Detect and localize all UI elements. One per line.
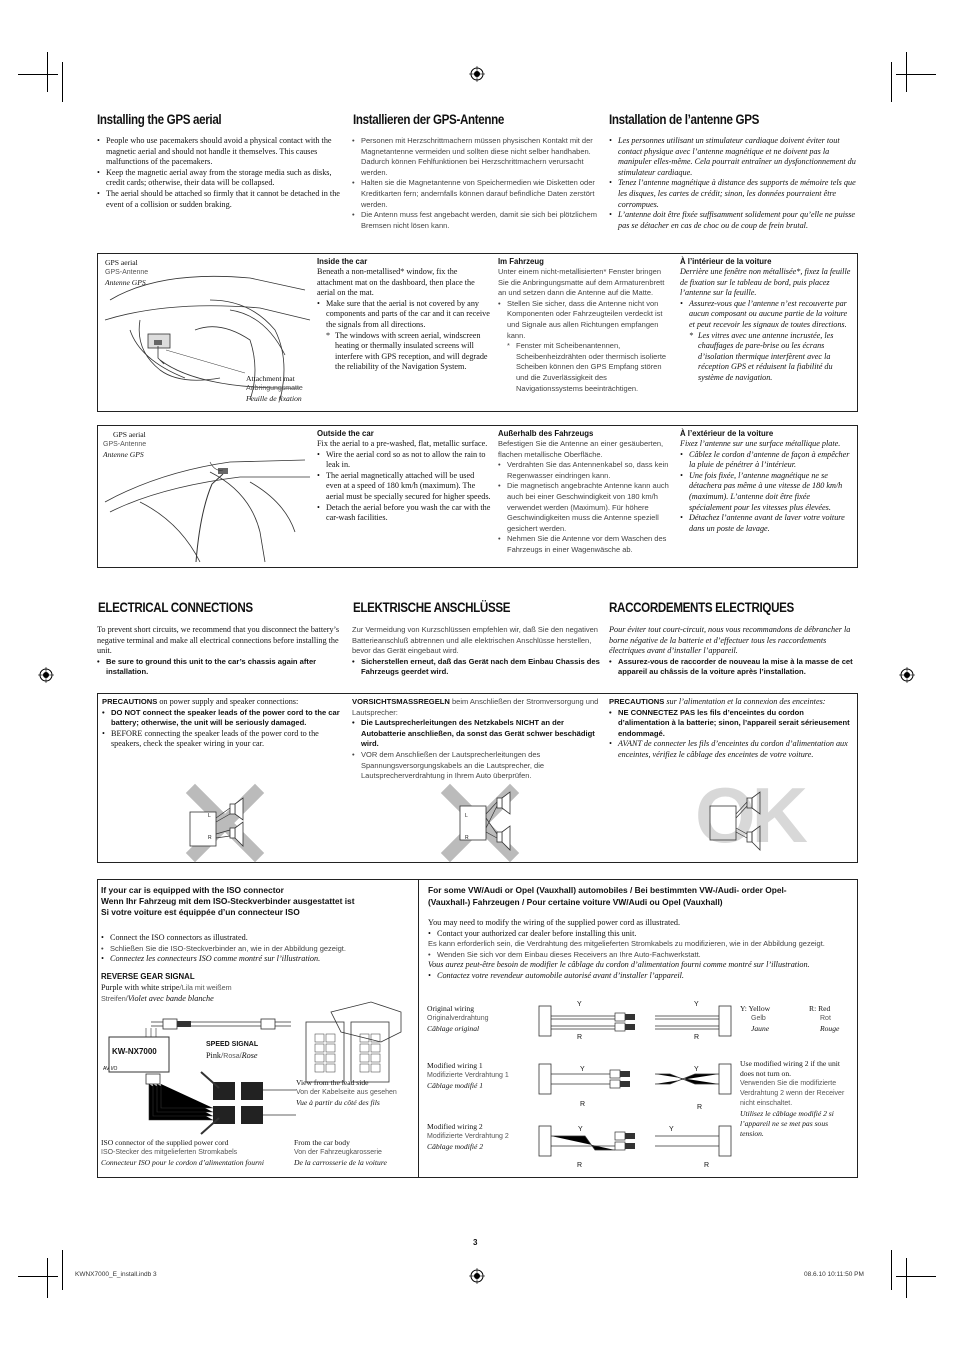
list-item: • DO NOT connect the speaker leads of the power cord to the car battery; otherwise, the unit will be seriously damaged. xyxy=(102,708,347,729)
list-item: • The aerial magnetically attached will be used even at a speed of 180 km/h (maximum). The aerial must be specially secured for higher speeds. xyxy=(317,471,491,503)
wire-label-y: Y xyxy=(580,1066,585,1073)
outside-figure-label-en: GPS aerial xyxy=(113,430,146,439)
correct-wiring-diagram xyxy=(690,788,770,858)
electrical-title-de: ELEKTRISCHE ANSCHLÜSSE xyxy=(353,600,511,615)
crop-mark xyxy=(896,74,936,75)
electrical-text-fr: Pour éviter tout court-circuit, nous vous recommandons de débrancher la borne négative de la batterie et d’effectuer tous les raccordements électriques avant d’installer l’appareil. • Assurez-vous de raccorder de nouveau la mise à la masse de cet appareil au châssis de la voiture après l’installation. xyxy=(609,625,859,678)
speed-signal-color: Pink/Rosa/Rose xyxy=(206,1051,258,1060)
inside-heading-fr: À l’intérieur de la voiture xyxy=(680,257,772,266)
reverse-gear-color: Purple with white stripe/Lila mit weißem Streifen/Violet avec bande blanche xyxy=(101,983,232,1003)
list-item: • Câblez le cordon d’antenne de façon à empêcher la pluie de pénétrer à l’intérieur. xyxy=(680,450,854,471)
vw-wiring-diagrams xyxy=(535,998,735,1173)
list-item: • Les personnes utilisant un stimulateur cardiaque doivent éviter tout contact physique avec l’antenne magnétique et ne doivent pas la manipuler elles-même. Cela pourrait entraîner un dysfonctionnement du stimulateur cardiaque. xyxy=(609,136,857,178)
list-item: • NE CONNECTEZ PAS les fils d’enceintes du cordon d’alimentation à la batterie; sinon, l’appareil serait sérieusement endommagé. xyxy=(609,708,854,740)
panel-divider xyxy=(418,879,419,1178)
gps-warnings-fr xyxy=(609,136,857,231)
list-item: • Wire the aerial cord so as not to allow the rain to leak in. xyxy=(317,450,491,471)
wire-label-r: R xyxy=(577,1162,583,1169)
reverse-gear-label: REVERSE GEAR SIGNAL xyxy=(101,972,195,981)
outside-text-en: Outside the car Fix the aerial to a pre-washed, flat, metallic surface. • Wire the aerial cord so as not to allow the rain to leak in. • The aerial magnetically attached will be used even at a speed of 180 km/h (maximum). The aerial must be specially secured for higher speeds. • Detach the aerial before you wash the car with the car-wash facilities. xyxy=(317,429,491,524)
iso-connector-label: ISO connector of the supplied power cord ISO-Stecker des mitgelieferten Stromkabels Connecteur ISO pour le cordon d’alimentation fourni xyxy=(101,1138,264,1167)
wrong-wiring-diagram-1 xyxy=(185,788,265,858)
list-item: • Contactez votre revendeur automobile autorisé avant d’installer l’appareil. xyxy=(428,971,853,982)
inside-heading-en: Inside the car xyxy=(317,257,368,266)
list-item: • AVANT de connecter les fils d’enceintes du cordon d’alimentation aux enceintes, vérifiez le câblage des enceintes de votre voiture. xyxy=(609,739,854,760)
modified-wiring-2-label: Modified wiring 2 Modifizierte Verdrahtung 2 Câblage modifié 2 xyxy=(427,1122,509,1151)
list-item: • Die Antenn muss fest angebacht werden, damit sie sich bei plötzlichem Bremsen nicht lösen kann. xyxy=(352,210,597,231)
list-item: • Sicherstellen erneut, daß das Gerät nach dem Einbau Chassis des Fahrzeugs geerdet wird. xyxy=(352,657,602,678)
iso-wiring-diagram xyxy=(101,1002,411,1142)
list-item: • People who use pacemakers should avoid a physical contact with the magnetic aerial and should not handle it themselves. This causes malfunctions of the pacemakers. xyxy=(97,136,347,168)
registration-mark-icon xyxy=(469,66,485,82)
wire-label-r: R xyxy=(580,1101,586,1108)
wire-label-r: R xyxy=(577,1034,583,1041)
crop-mark xyxy=(18,1276,58,1277)
crop-mark xyxy=(62,1250,63,1290)
wire-label-y: Y xyxy=(578,1126,583,1133)
list-item: • Halten sie die Magnetantenne von Speichermedien wie Disketten oder Kreditkarten fern; andernfalls können darauf befindliche Daten zerstört werden. xyxy=(352,178,597,210)
modified-wiring-1-label: Modified wiring 1 Modifizierte Verdrahtung 1 Câblage modifié 1 xyxy=(427,1061,509,1090)
inside-text-fr: À l’intérieur de la voiture Derrière une fenêtre non métallisée*, fixez la feuille de fixation sur le tableau de bord, puis placez l’antenne sur la feuille. • Assurez-vous que l’antenne n’est recouverte par aucun composant ou aucune partie de la voiture et peut recevoir les signaux de toutes directions. * Les vitres avec une antenne incrustée, les chauffages de pare-brise ou les écrans d’isolation thermique interfèrent avec la réception GPS et réduisent la fiabilité du système de navigation. xyxy=(680,257,854,384)
page-number: 3 xyxy=(473,1238,478,1247)
wire-label-y: Y xyxy=(669,1126,674,1133)
precautions-text-de: VORSICHTSMASSREGELN beim Anschließen der Stromversorgung und Lautsprecher: • Die Lautsprecherleitungen des Netzkabels NICHT an der Autobatterie anschließen, da sonst das Gerät schwer beschädigt wird. • VOR dem Anschließen der Lautsprecherleitungen des Spannungsversorgungskabels an die Lautsprecher, die Lautsprecherverdrahtung in Ihrem Auto überprüfen. xyxy=(352,697,602,782)
iso-heading: If your car is equipped with the ISO connector Wenn Ihr Fahrzeug mit dem ISO-Steckverbinder ausgestattet ist Si votre voiture est équippée d’un connecteur ISO xyxy=(101,885,355,917)
wire-label-r: R xyxy=(704,1162,710,1169)
speaker-left-label: L xyxy=(465,813,468,819)
outside-text-de: Außerhalb des Fahrzeugs Befestigen Sie die Antenne an einer gesäuberten, flachen metallische Oberfläche. • Verdrahten Sie das Antennenkabel so, dass kein Regenwasser eindringen kann. • Die magnetisch angebrachte Antenne kann auch auch bei einer Geschwindigkeit von 180 km/h verwendet werden (Maximum). Für höhere Geschwindigkeiten muss die Antenne speziell gesichert werden. • Nehmen Sie die Antenne vor dem Waschen des Fahrzeugs in einer Wagenwäsche ab. xyxy=(498,429,672,556)
color-legend-red: R: Red Rot Rouge xyxy=(809,1004,840,1033)
list-item: • Be sure to ground this unit to the car’s chassis again after installation. xyxy=(97,657,347,678)
registration-mark-icon xyxy=(38,667,54,683)
inside-text-de: Im Fahrzeug Unter einem nicht-metallisierten* Fenster bringen Sie die Anbringungsmatte auf dem Armaturenbrett an und setzen dann die Antenne auf die Matte. • Stellen Sie sicher, dass die Antenne nicht von Komponenten oder Fahrzeugteilen verdeckt ist und Signale aus allen Richtungen empfangen kann. * Fenster mit Scheibenantennen, Scheibenheizdrähten oder thermisch isolierte Scheiben können den GPS Empfang stören und die Zuverlässigkeit des Navigationssystems beeinträchtigen. xyxy=(498,257,672,394)
gps-title-de: Installieren der GPS-Antenne xyxy=(353,112,505,127)
list-item: • Verdrahten Sie das Antennenkabel so, dass kein Regenwasser eindringen kann. xyxy=(498,460,672,481)
list-item: • Une fois fixée, l’antenne magnétique ne se détachera pas même à une vitesse de 180 km/h (maximum). L’antenne doit être fixée spécialement pour les vitesses plus élevées. xyxy=(680,471,854,513)
footer-file: KWNX7000_E_install.indb 3 xyxy=(75,1271,157,1278)
speaker-right-label: R xyxy=(208,835,212,841)
list-item: • Keep the magnetic aerial away from the storage media such as disks, credit cards; otherwise, their data will be collapsed. xyxy=(97,168,347,189)
list-item: • Personen mit Herzschrittmachern müssen physischen Kontakt mit der Magnetantenne vermeiden und sollten diese nicht selber handhaben. Dadurch können Fehlfunktionen bei Herzschrittmachern verursacht werden. xyxy=(352,136,597,178)
list-item: • Détachez l’antenne avant de laver votre voiture dans un poste de lavage. xyxy=(680,513,854,534)
wire-label-y: Y xyxy=(694,1066,699,1073)
inside-text-en: Inside the car Beneath a non-metallised* window, fix the attachment mat on the dashboard, then place the aerial on the mat. • Make sure that the aerial is not covered by any components and parts of the car and it can receive the signals from all directions. * The windows with screen aerial, windscreen heating or thermally insulated screens will interfere with GPS reception, and will degrade the reliability of the Navigation System. xyxy=(317,257,491,373)
original-wiring-label: Original wiring Originalverdrahtung Câblage original xyxy=(427,1004,489,1033)
list-item: • Nehmen Sie die Antenne vor dem Waschen des Fahrzeugs in einer Wagenwäsche ab. xyxy=(498,534,672,555)
wrong-wiring-diagram-2 xyxy=(440,788,520,858)
outside-text-fr: À l’extérieur de la voiture Fixez l’antenne sur une surface métallique plate. • Câblez le cordon d’antenne de façon à empêcher la pluie de pénétrer à l’intérieur. • Une fois fixée, l’antenne magnétique ne se détachera pas même à une vitesse de 180 km/h (maximum). L’antenne doit être fixée spécialement pour les vitesses plus élevées. • Détachez l’antenne avant de laver votre voiture dans un poste de lavage. xyxy=(680,429,854,534)
list-item: • L’antenne doit être fixée suffisamment solidement pour qu’elle ne puisse pas se détacher en cas de choc ou de coup de frein brutal. xyxy=(609,210,857,231)
inside-figure-label-de: GPS-Antenne xyxy=(105,269,149,276)
registration-mark-icon xyxy=(899,667,915,683)
footnote: * Fenster mit Scheibenantennen, Scheibenheizdrähten oder thermisch isolierte Scheiben können den GPS Empfang stören und die Zuverlässigkeit des Navigationssystems beeinträchtigen. xyxy=(498,341,672,394)
list-item: • The aerial should be attached so firmly that it cannot be detached in the event of a collision or sudden braking. xyxy=(97,189,347,210)
electrical-text-de: Zur Vermeidung von Kurzschlüssen empfehlen wir, daß Sie den negativen Batterieanschluß abtrennen und alle elektrischen Anschlüsse herstellen, bevor das Gerät eingebaut wird. • Sicherstellen erneut, daß das Gerät nach dem Einbau Chassis des Fahrzeugs geerdet wird. xyxy=(352,625,602,678)
attachment-mat-label-de: Anbringungsmatte xyxy=(246,385,303,392)
list-item: • Schließen Sie die ISO-Steckverbinder an, wie in der Abbildung gezeigt. xyxy=(101,944,413,955)
list-item: • Detach the aerial before you wash the car with the car-wash facilities. xyxy=(317,503,491,524)
inside-heading-de: Im Fahrzeug xyxy=(498,257,544,266)
list-item: • Tenez l’antenne magnétique à distance des supports de mémoire tels que les disques, les cartes de crédit; sinon, les données pourraient être corrompues. xyxy=(609,178,857,210)
list-item: • Stellen Sie sicher, dass die Antenne nicht von Komponenten oder Fahrzeugteilen verdeckt ist und Signale aus allen Richtungen empfangen kann. xyxy=(498,299,672,341)
gps-warnings-de xyxy=(352,136,597,231)
wire-label-r: R xyxy=(694,1034,700,1041)
attachment-mat-label-en: Attachment mat xyxy=(246,374,295,383)
electrical-text-en: To prevent short circuits, we recommend that you disconnect the battery’s negative terminal and make all electrical connections before installing the unit. • Be sure to ground this unit to the car’s chassis again after installation. xyxy=(97,625,347,678)
crop-mark xyxy=(62,62,63,102)
attachment-mat-label-fr: Feuille de fixation xyxy=(246,394,302,403)
speaker-left-label: L xyxy=(208,813,211,819)
list-item: • Wenden Sie sich vor dem Einbau dieses Receivers an Ihre Auto-Fachwerkstatt. xyxy=(428,950,853,961)
color-legend-yellow: Y: Yellow Gelb Jaune xyxy=(740,1004,771,1033)
lead-side-view-label: View from the lead side Von der Kabelseite aus gesehen Vue à partir du côté des fils xyxy=(296,1078,397,1107)
outside-heading-de: Außerhalb des Fahrzeugs xyxy=(498,429,594,438)
gps-title-fr: Installation de l’antenne GPS xyxy=(609,112,760,127)
precautions-text-en: PRECAUTIONS on power supply and speaker connections: • DO NOT connect the speaker leads of the power cord to the car battery; otherwise, the unit will be seriously damaged. • BEFORE connecting the speaker leads of the power cord to the speakers, check the speaker wiring in your car. xyxy=(102,697,347,750)
outside-figure-label-de: GPS-Antenne xyxy=(103,441,147,448)
footnote: * Les vitres avec une antenne incrustée, les chauffages de pare-brise ou les écrans d’isolation thermique interfèrent avec la réception GPS et réduisent la fiabilité du système de navigation. xyxy=(680,331,854,384)
electrical-title-en: ELECTRICAL CONNECTIONS xyxy=(98,600,253,615)
footnote: * The windows with screen aerial, windscreen heating or thermally insulated screens will interfere with GPS reception, and will degrade the reliability of the Navigation System. xyxy=(317,331,491,373)
list-item: • Contact your authorized car dealer before installing this unit. xyxy=(428,929,853,940)
avio-label: AV I/O xyxy=(103,1066,118,1072)
vw-instructions: You may need to modify the wiring of the supplied power cord as illustrated. • Contact your authorized car dealer before installing this unit. Es kann erforderlich sein, die Verdrahtung des mitgelieferten Stromkabels zu modifizieren, wie in der Abbildung gezeigt. • Wenden Sie sich vor dem Einbau dieses Receivers an Ihre Auto-Fachwerkstatt. Vous aurez peut-être besoin de modifier le câblage du cordon d’alimentation fourni comme montré sur l’illustration. • Contactez votre revendeur automobile autorisé avant d’installer l’appareil. xyxy=(428,918,853,982)
outside-heading-fr: À l’extérieur de la voiture xyxy=(680,429,774,438)
model-label: KW-NX7000 xyxy=(112,1047,157,1056)
outside-heading-en: Outside the car xyxy=(317,429,374,438)
ok-watermark: OK xyxy=(695,771,804,859)
outside-figure-label-fr: Antenne GPS xyxy=(103,450,144,459)
crop-mark xyxy=(891,62,892,102)
list-item: • Connectez les connecteurs ISO comme montré sur l’illustration. xyxy=(101,954,413,965)
crop-mark xyxy=(18,74,58,75)
wire-label-y: Y xyxy=(577,1001,582,1008)
precautions-text-fr: PRECAUTIONS sur l’alimentation et la connexion des enceintes: • NE CONNECTEZ PAS les fils d’enceintes du cordon d’alimentation à la batterie; sinon, l’appareil serait sérieusement endommagé. • AVANT de connecter les fils d’enceintes du cordon d’alimentation aux enceintes, vérifiez le câblage des enceintes de votre voiture. xyxy=(609,697,854,761)
gps-warnings-en xyxy=(97,136,347,210)
wire-label-r: R xyxy=(697,1104,703,1111)
list-item: • VOR dem Anschließen der Lautsprecherleitungen des Spannungsversorgungskabels an die Lautsprecher, die Lautsprecherverdrahtung in Ihrem Auto überprüfen. xyxy=(352,750,602,782)
list-item: • Die magnetisch angebrachte Antenne kann auch auch bei einer Geschwindigkeit von 180 km/h verwendet werden (Maximum). Für höhere Geschwindigkeiten muss die Antenne speziell gesichert werden. xyxy=(498,481,672,534)
iso-instructions xyxy=(101,933,413,965)
list-item: • Make sure that the aerial is not covered by any components and parts of the car and it can receive the signals from all directions. xyxy=(317,299,491,331)
vw-heading: For some VW/Audi or Opel (Vauxhall) automobiles / Bei bestimmten VW-/Audi- order Opel- (Vauxhall-) Fahrzeugen / Pour certaine voiture VW/Audi ou Opel (Vauxhall) xyxy=(428,885,787,907)
list-item: • BEFORE connecting the speaker leads of the power cord to the speakers, check the speaker wiring in your car. xyxy=(102,729,347,750)
car-body-label: From the car body Von der Fahrzeugkarosserie De la carrosserie de la voiture xyxy=(294,1138,387,1167)
crop-mark xyxy=(47,52,48,92)
wiring-note: Use modified wiring 2 if the unit does not turn on. Verwenden Sie die modifizierte Verdrahtung 2 wenn der Receiver nicht einschaltet. Utilisez le câblage modifié 2 si l’appareil ne se met pas sous tension. xyxy=(740,1059,845,1138)
list-item: • Assurez-vous de raccorder de nouveau la mise à la masse de cet appareil au châssis de la voiture après l’installation. xyxy=(609,657,859,678)
list-item: • Die Lautsprecherleitungen des Netzkabels NICHT an der Autobatterie anschließen, da sonst das Gerät schwer beschädigt wird. xyxy=(352,718,602,750)
crop-mark xyxy=(896,1276,936,1277)
inside-figure-label-fr: Antenne GPS xyxy=(105,278,146,287)
wire-label-y: Y xyxy=(694,1001,699,1008)
electrical-title-fr: RACCORDEMENTS ELECTRIQUES xyxy=(609,600,794,615)
footer-date: 08.6.10 10:11:50 PM xyxy=(804,1271,864,1278)
speed-signal-label: SPEED SIGNAL xyxy=(206,1041,259,1048)
inside-figure-label-en: GPS aerial xyxy=(105,258,138,267)
car-exterior-illustration xyxy=(100,432,312,564)
crop-mark xyxy=(906,52,907,92)
crop-mark xyxy=(891,1250,892,1290)
gps-title-en: Installing the GPS aerial xyxy=(97,112,222,127)
crop-mark xyxy=(47,1258,48,1298)
list-item: • Assurez-vous que l’antenne n’est recouverte par aucun composant ou aucune partie de la voiture et peut recevoir les signaux de toutes directions. xyxy=(680,299,854,331)
list-item: • Connect the ISO connectors as illustrated. xyxy=(101,933,413,944)
speaker-right-label: R xyxy=(465,835,469,841)
registration-mark-icon xyxy=(469,1268,485,1284)
crop-mark xyxy=(906,1258,907,1298)
